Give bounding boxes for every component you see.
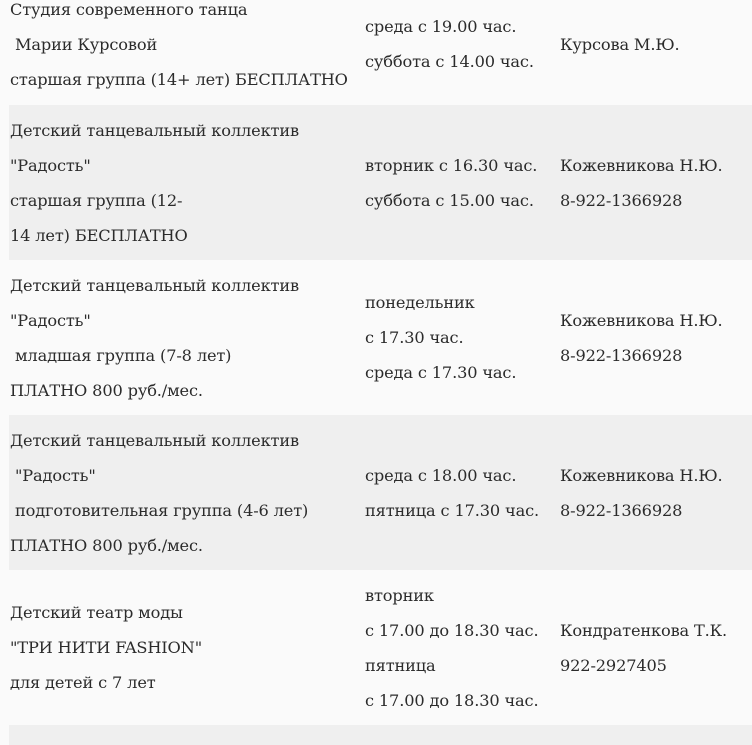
contact-line: Кожевникова Н.Ю. — [560, 310, 723, 330]
activity-name-line: "Радость" — [10, 310, 91, 330]
activity-name-line: подготовительная группа (4-6 лет) — [10, 500, 309, 520]
contact-cell — [560, 105, 752, 260]
activity-name-cell — [10, 260, 360, 415]
contact-line: Кожевникова Н.Ю. — [560, 465, 723, 485]
schedule-cell — [365, 0, 555, 105]
schedule-table — [9, 0, 752, 745]
schedule-cell — [365, 570, 555, 725]
activity-name-cell — [10, 0, 360, 105]
schedule-line: суббота с 14.00 час. — [365, 52, 534, 71]
activity-name-line: Марии Курсовой — [10, 34, 158, 54]
schedule-line: суббота с 15.00 час. — [365, 190, 534, 210]
schedule-line: вторник с 16.30 час. — [365, 155, 538, 175]
contact-line: Кондратенкова Т.К. — [560, 620, 728, 640]
schedule-line: с 17.00 до 18.30 час. — [365, 690, 539, 710]
contact-phone: 8-922-1366928 — [560, 345, 683, 365]
schedule-cell — [365, 105, 555, 260]
contact-cell — [560, 0, 752, 105]
activity-name-line: "ТРИ НИТИ FASHION" — [10, 638, 202, 657]
activity-name-cell — [10, 415, 360, 570]
contact-phone: 8-922-1366928 — [560, 190, 683, 210]
activity-name-line: Детский танцевальный коллектив — [10, 275, 299, 295]
activity-name-line: ПЛАТНО 800 руб./мес. — [10, 380, 203, 400]
contact-cell — [560, 570, 752, 725]
activity-name-line: старшая группа (12- — [10, 190, 183, 210]
table-row — [9, 0, 752, 105]
schedule-cell — [365, 415, 555, 570]
activity-name-line: 14 лет) БЕСПЛАТНО — [10, 225, 188, 245]
schedule-line: с 17.30 час. — [365, 328, 464, 347]
contact-line: Кожевникова Н.Ю. — [560, 155, 723, 175]
contact-cell — [560, 260, 752, 415]
schedule-line: пятница — [365, 655, 436, 675]
schedule-line: понедельник — [365, 293, 475, 312]
activity-name-line: для детей с 7 лет — [10, 673, 156, 692]
contact-line: Курсова М.Ю. — [560, 34, 680, 54]
schedule-line: среда с 17.30 час. — [365, 363, 517, 382]
activity-name-line: старшая группа (14+ лет) БЕСПЛАТНО — [10, 69, 348, 89]
schedule-line: среда с 19.00 час. — [365, 17, 517, 36]
table-row — [9, 415, 752, 570]
schedule-cell — [365, 260, 555, 415]
activity-name-line: "Радость" — [10, 465, 96, 485]
schedule-line: пятница с 17.30 час. — [365, 500, 540, 520]
activity-name-line: Студия современного танца — [10, 0, 248, 19]
activity-name-line: ПЛАТНО 800 руб./мес. — [10, 535, 203, 555]
table-row — [9, 570, 752, 725]
activity-name-cell — [10, 105, 360, 260]
activity-name-line: Детский танцевальный коллектив — [10, 430, 299, 450]
table-row — [9, 105, 752, 260]
contact-phone: 8-922-1366928 — [560, 500, 683, 520]
schedule-line: с 17.00 до 18.30 час. — [365, 620, 539, 640]
table-row-partial — [9, 725, 752, 745]
activity-name-line: "Радость" — [10, 155, 91, 175]
table-row — [9, 260, 752, 415]
contact-phone: 922-2927405 — [560, 655, 667, 675]
schedule-line: вторник — [365, 585, 434, 605]
activity-name-cell — [10, 570, 360, 725]
activity-name-line: Детский танцевальный коллектив — [10, 120, 299, 140]
activity-name-line: младшая группа (7-8 лет) — [10, 345, 232, 365]
schedule-line: среда с 18.00 час. — [365, 465, 517, 485]
contact-cell — [560, 415, 752, 570]
activity-name-line: Детский театр моды — [10, 603, 183, 622]
